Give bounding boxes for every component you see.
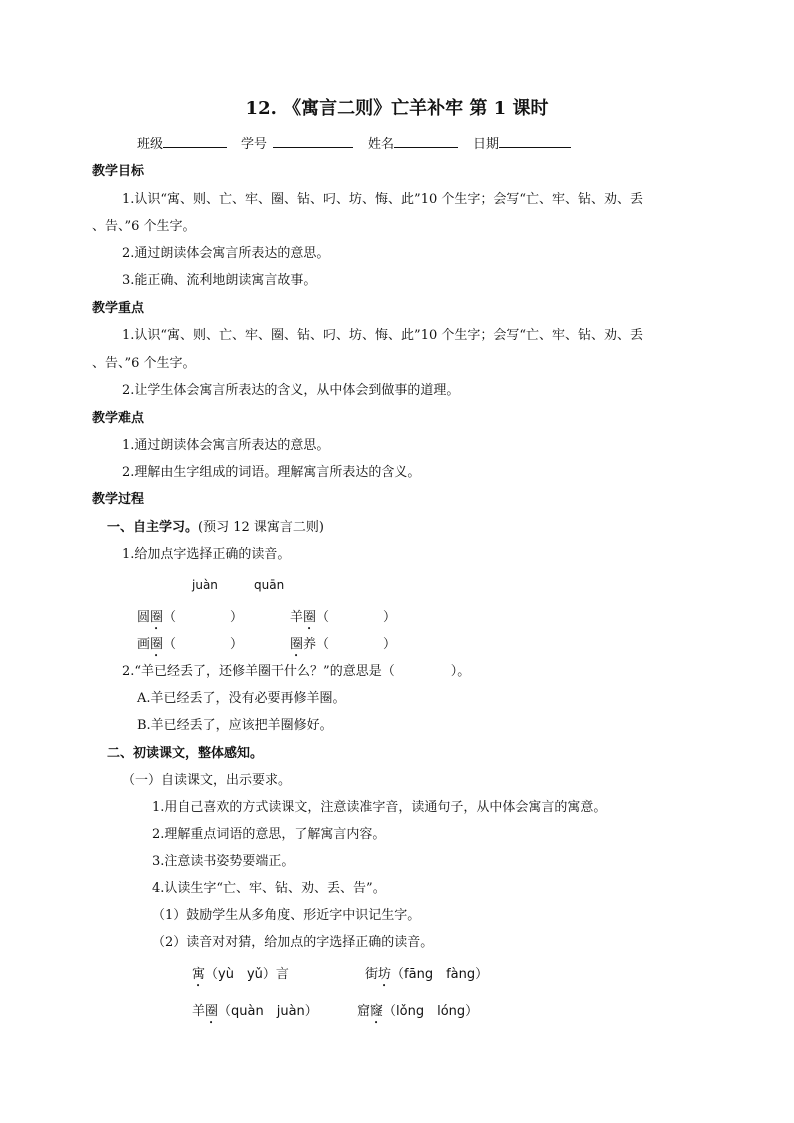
goals-heading: 教学目标 bbox=[92, 164, 145, 179]
pinyin-choices[interactable]: （yù yǔ） bbox=[205, 967, 276, 982]
key-line-2: 、告、”6 个生字。 bbox=[92, 356, 196, 371]
word-char: 画 bbox=[137, 637, 151, 652]
word-char: 圆 bbox=[137, 610, 151, 625]
word-yuanquan bbox=[137, 609, 243, 633]
paren-open: （ bbox=[316, 610, 330, 625]
paren-close: ） bbox=[383, 637, 397, 652]
choice-fang bbox=[365, 966, 488, 990]
dotted-char: 坊 bbox=[378, 967, 392, 982]
dotted-char: 圈 bbox=[303, 610, 317, 625]
question-1: 1.给加点字选择正确的读音。 bbox=[122, 547, 291, 562]
option-b: B.羊已经丢了，应该把羊圈修好。 bbox=[137, 718, 333, 733]
word-huaquan bbox=[137, 636, 243, 660]
word-char: 养 bbox=[303, 637, 317, 652]
requirement-4: 4.认读生字“亡、牢、钻、劝、丢、告”。 bbox=[152, 881, 386, 896]
dotted-char: 圈 bbox=[205, 1004, 219, 1019]
number-label: 学号 bbox=[241, 137, 268, 152]
option-a: A.羊已经丢了，没有必要再修羊圈。 bbox=[137, 691, 346, 706]
date-field[interactable] bbox=[473, 134, 571, 154]
name-label: 姓名 bbox=[368, 137, 395, 152]
pinyin-choices[interactable]: （fāng fàng） bbox=[391, 967, 489, 982]
date-label: 日期 bbox=[473, 137, 500, 152]
class-label: 班级 bbox=[137, 137, 164, 152]
difficult-line-1: 1.通过朗读体会寓言所表达的意思。 bbox=[122, 438, 330, 453]
requirement-1: 1.用自己喜欢的方式读课文，注意读准字音，读通句子，从中体会寓言的寓意。 bbox=[152, 800, 607, 815]
word-yangquan bbox=[290, 609, 396, 633]
goals-line-1: 1.认识“寓、则、亡、牢、圈、钻、叼、坊、悔、此”10 个生字；会写“亡、牢、钻、劝、丢 bbox=[122, 192, 644, 207]
choice-juan bbox=[192, 1003, 318, 1027]
page-title: 12. 《寓言二则》亡羊补牢 第 1 课时 bbox=[245, 98, 549, 119]
section-1-title: 一、自主学习。 bbox=[107, 520, 199, 535]
requirement-3: 3.注意读书姿势要端正。 bbox=[152, 854, 295, 869]
question-2-text: 2.“羊已经丢了，还修羊圈干什么？”的意思是（ bbox=[122, 664, 395, 679]
subsection-1: （一）自读课文，出示要求。 bbox=[122, 773, 292, 788]
requirement-2: 2.理解重点词语的意思，了解寓言内容。 bbox=[152, 827, 386, 842]
point-2: （2）读音对对猜，给加点的字选择正确的读音。 bbox=[152, 935, 434, 950]
point-1: （1）鼓励学生从多角度、形近字中识记生字。 bbox=[152, 908, 421, 923]
paren-close: ） bbox=[230, 610, 244, 625]
word-char: 言 bbox=[275, 967, 289, 982]
class-field[interactable] bbox=[137, 134, 227, 154]
paren-close: ） bbox=[383, 610, 397, 625]
number-field[interactable] bbox=[241, 134, 353, 154]
paren-close: ） bbox=[230, 637, 244, 652]
goals-line-3: 2.通过朗读体会寓言所表达的意思。 bbox=[122, 246, 330, 261]
section-1-note: (预习 12 课寓言二则) bbox=[198, 520, 324, 535]
goals-line-2: 、告、”6 个生字。 bbox=[92, 219, 196, 234]
key-line-3: 2.让学生体会寓言所表达的含义，从中体会到做事的道理。 bbox=[122, 383, 460, 398]
dotted-char: 寓 bbox=[192, 967, 206, 982]
pinyin-option-2: quān bbox=[254, 578, 285, 592]
question-2-end: ）。 bbox=[450, 664, 471, 679]
section-2-title: 二、初读课文，整体感知。 bbox=[107, 746, 264, 761]
date-blank[interactable] bbox=[499, 134, 571, 148]
word-char: 窟 bbox=[357, 1004, 371, 1019]
goals-line-4: 3.能正确、流利地朗读寓言故事。 bbox=[122, 273, 317, 288]
name-blank[interactable] bbox=[394, 134, 458, 148]
dotted-char: 圈 bbox=[290, 637, 304, 652]
paren-open: （ bbox=[163, 610, 177, 625]
choice-long bbox=[357, 1003, 478, 1027]
key-line-1: 1.认识“寓、则、亡、牢、圈、钻、叼、坊、悔、此”10 个生字；会写“亡、牢、钻、劝、丢 bbox=[122, 328, 644, 343]
pinyin-choices[interactable]: （lǒng lóng） bbox=[383, 1004, 479, 1019]
dotted-char: 圈 bbox=[150, 637, 164, 652]
dotted-char: 圈 bbox=[150, 610, 164, 625]
class-blank[interactable] bbox=[163, 134, 227, 148]
key-heading: 教学重点 bbox=[92, 301, 145, 316]
pinyin-option-1: juàn bbox=[192, 578, 218, 592]
choice-yu bbox=[192, 966, 289, 990]
difficult-line-2: 2.理解由生字组成的词语。理解寓言所表达的含义。 bbox=[122, 465, 421, 480]
pinyin-choices[interactable]: （quàn juàn） bbox=[218, 1004, 318, 1019]
paren-open: （ bbox=[163, 637, 177, 652]
word-char: 羊 bbox=[192, 1004, 206, 1019]
difficult-heading: 教学难点 bbox=[92, 411, 145, 426]
number-blank[interactable] bbox=[273, 134, 353, 148]
word-char: 街 bbox=[365, 967, 379, 982]
word-char: 羊 bbox=[290, 610, 304, 625]
word-quanyang bbox=[290, 636, 396, 660]
name-field[interactable] bbox=[368, 134, 458, 154]
section-1-title-line bbox=[107, 519, 324, 537]
dotted-char: 窿 bbox=[370, 1004, 384, 1019]
question-2 bbox=[122, 663, 470, 681]
process-heading: 教学过程 bbox=[92, 492, 145, 507]
paren-open: （ bbox=[316, 637, 330, 652]
